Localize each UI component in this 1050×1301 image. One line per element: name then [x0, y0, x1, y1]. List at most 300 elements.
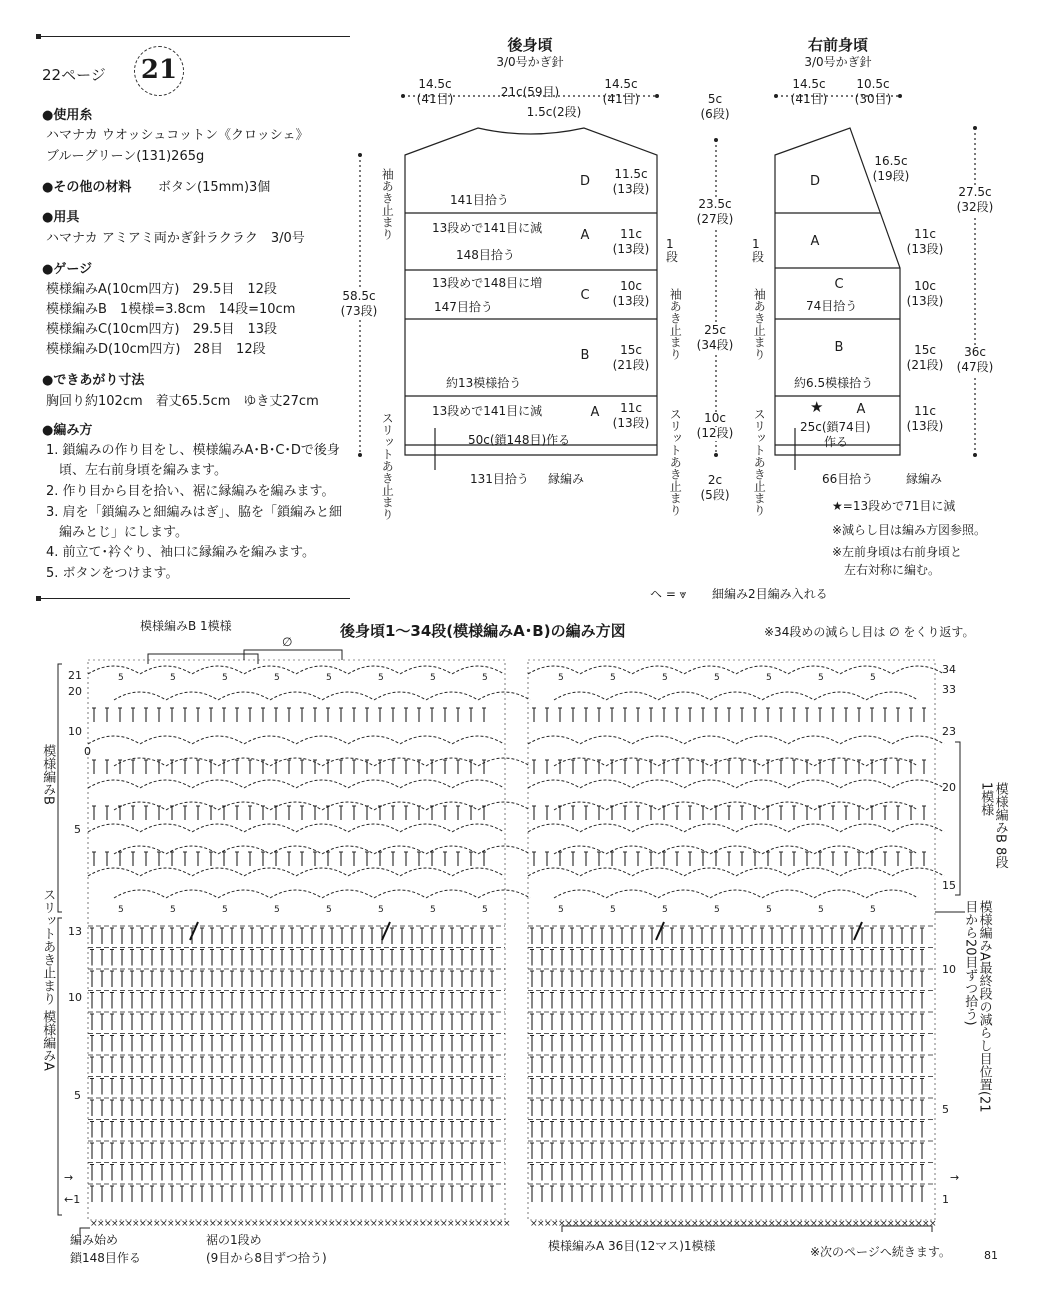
chain-arch — [840, 666, 892, 674]
back-dec-141: 13段めで141目に減 — [432, 221, 543, 235]
chain-count: 5 — [378, 673, 384, 683]
sc-stitch: × — [237, 1219, 245, 1229]
sc-stitch: × — [461, 1219, 469, 1229]
mid-dim: (34段) — [690, 339, 740, 353]
sc-stitch: × — [768, 1219, 776, 1229]
chain-arch — [554, 692, 606, 700]
sc-stitch: × — [789, 1219, 797, 1229]
mid-dim: 25c — [690, 324, 740, 338]
chain-count: 5 — [870, 673, 876, 683]
chain-arch — [140, 868, 192, 876]
back-a2-size: 11c — [620, 401, 642, 415]
chain-arch — [114, 692, 166, 700]
chain-arch — [892, 824, 944, 832]
front-b-rows: (21段) — [906, 358, 944, 372]
chain-arch — [244, 736, 296, 744]
sc-stitch: × — [915, 1219, 923, 1229]
chain-arch — [684, 780, 736, 788]
chain-arch — [374, 890, 426, 898]
front-dim: 14.5c — [792, 77, 826, 91]
sc-stitch: × — [747, 1219, 755, 1229]
back-one-row: 1段 — [666, 237, 679, 265]
gauge-row: 模様編みD(10cm四方) 28目 12段 — [46, 342, 266, 357]
chain-arch — [244, 780, 296, 788]
chain-arch — [580, 736, 632, 744]
size-value: 胸回り約102cm 着丈65.5cm ゆき丈27cm — [46, 394, 319, 409]
chain-arch — [478, 846, 530, 854]
sc-stitch: × — [244, 1219, 252, 1229]
sc-stitch: × — [698, 1219, 706, 1229]
row-arrow: → — [950, 1171, 960, 1184]
chain-arch — [762, 846, 814, 854]
sc-stitch: × — [593, 1219, 601, 1229]
sc-stitch: × — [384, 1219, 392, 1229]
sc-stitch: × — [342, 1219, 350, 1229]
sc-stitch: × — [216, 1219, 224, 1229]
front-dim: 10.5c — [856, 77, 890, 91]
chain-arch — [270, 846, 322, 854]
sc-stitch: × — [537, 1219, 545, 1229]
chain-arch — [658, 846, 710, 854]
chain-arch — [296, 736, 348, 744]
back-pick-148: 148目拾う — [456, 248, 515, 262]
chain-count: 5 — [482, 905, 488, 915]
sc-stitch: × — [621, 1219, 629, 1229]
chain-arch — [244, 824, 296, 832]
chain-arch — [166, 758, 218, 766]
chain-arch — [426, 758, 478, 766]
mid-dim: (6段) — [700, 107, 730, 121]
chain-count: 5 — [430, 905, 436, 915]
sc-stitch: × — [188, 1219, 196, 1229]
sc-stitch: × — [454, 1219, 462, 1229]
page-number: 81 — [984, 1249, 998, 1262]
sc-stitch: × — [908, 1219, 916, 1229]
front-right-dim: 36c — [950, 346, 1000, 360]
gauge-row: 模様編みC(10cm四方) 29.5目 13段 — [46, 322, 278, 337]
yarn-title: ●使用糸 — [42, 108, 93, 123]
decrease-mark — [656, 922, 664, 940]
chain-arch — [528, 666, 580, 674]
row-number-left: 20 — [68, 685, 82, 698]
chain-arch — [166, 890, 218, 898]
sc-stitch: × — [258, 1219, 266, 1229]
chain-arch — [684, 666, 736, 674]
sc-stitch: × — [118, 1219, 126, 1229]
back-total-size: 58.5c — [334, 290, 384, 304]
front-b-size: 15c — [914, 343, 936, 357]
chain-arch — [736, 868, 788, 876]
chain-arch — [114, 758, 166, 766]
chain-arch — [684, 868, 736, 876]
back-total-rows: (73段) — [334, 305, 384, 319]
pattern-number: 21 — [140, 55, 178, 85]
back-dec-141b: 13段めで141目に減 — [432, 404, 543, 418]
chain-count: 5 — [118, 905, 124, 915]
sc-stitch: × — [635, 1219, 643, 1229]
chain-arch — [814, 846, 866, 854]
sc-stitch: × — [314, 1219, 322, 1229]
gauge-row: 模様編みA(10cm四方) 29.5目 12段 — [46, 282, 277, 297]
sc-stitch: × — [307, 1219, 315, 1229]
front-sleeve-stop: 袖あき止まり — [752, 288, 767, 360]
sc-stitch: × — [586, 1219, 594, 1229]
front-note-3: ※左前身頃は右前身頃と — [832, 545, 963, 559]
chain-arch — [788, 666, 840, 674]
sc-stitch: × — [265, 1219, 273, 1229]
chain-arch — [632, 666, 684, 674]
sc-stitch: × — [160, 1219, 168, 1229]
chart-title: 後身頃1〜34段(模様編みA･B)の編み方図 — [340, 622, 626, 640]
mid-dim: 10c — [690, 412, 740, 426]
sc-stitch: × — [922, 1219, 930, 1229]
chart-continued: ※次のページへ続きます。 — [810, 1245, 951, 1259]
chain-arch — [762, 692, 814, 700]
chart-hem-1: 裾の1段め — [206, 1233, 262, 1247]
page-reference: 22ページ — [42, 66, 106, 84]
chain-arch — [892, 736, 944, 744]
front-note-4: 左右対称に編む。 — [832, 563, 941, 577]
chain-count: 5 — [818, 673, 824, 683]
sc-stitch: × — [202, 1219, 210, 1229]
chain-arch — [788, 824, 840, 832]
sc-stitch: × — [489, 1219, 497, 1229]
chain-count: 5 — [662, 673, 668, 683]
chain-arch — [374, 846, 426, 854]
chain-arch — [218, 890, 270, 898]
chain-arch — [322, 846, 374, 854]
sc-stitch: × — [195, 1219, 203, 1229]
sc-stitch: × — [670, 1219, 678, 1229]
back-needle: 3/0号かぎ針 — [496, 55, 564, 69]
chain-arch — [192, 736, 244, 744]
mid-dim: (27段) — [690, 213, 740, 227]
sc-stitch: × — [824, 1219, 832, 1229]
sc-stitch: × — [223, 1219, 231, 1229]
row-number-right: 23 — [942, 725, 956, 738]
front-pick-74: 74目拾う — [806, 299, 858, 313]
chart-note: ※34段めの減らし目は ∅ をくり返す。 — [764, 625, 975, 639]
sc-stitch: × — [230, 1219, 238, 1229]
back-slit-stop-left: スリットあき止まり — [380, 412, 395, 520]
sc-stitch: × — [558, 1219, 566, 1229]
mid-dim: (5段) — [700, 488, 730, 502]
sc-stitch: × — [209, 1219, 217, 1229]
chain-arch — [814, 758, 866, 766]
chain-arch — [426, 890, 478, 898]
sc-stitch: × — [300, 1219, 308, 1229]
method-step: 5. ボタンをつけます。 — [46, 566, 179, 581]
chain-count: 5 — [118, 673, 124, 683]
row-number-left: 5 — [74, 823, 81, 836]
sc-stitch: × — [125, 1219, 133, 1229]
chain-arch — [478, 692, 530, 700]
back-section-b: B — [580, 348, 590, 363]
sc-stitch: × — [503, 1219, 511, 1229]
chain-arch — [88, 780, 140, 788]
chain-arch — [218, 846, 270, 854]
sc-stitch: × — [775, 1219, 783, 1229]
chain-arch — [426, 846, 478, 854]
sc-stitch: × — [370, 1219, 378, 1229]
sc-stitch: × — [544, 1219, 552, 1229]
back-b-rows: (21段) — [612, 358, 650, 372]
chain-arch — [866, 758, 918, 766]
back-section-c: C — [580, 288, 590, 303]
mid-dim: 2c — [707, 473, 723, 487]
back-pick-141: 141目拾う — [450, 193, 509, 207]
gauge-row: 模様編みB 1模様=3.8cm 14段=10cm — [46, 302, 296, 317]
method-step: 4. 前立て･衿ぐり、袖口に縁編みを編みます。 — [46, 545, 315, 560]
back-b-size: 15c — [620, 343, 642, 357]
chain-arch — [452, 666, 504, 674]
other-materials-title: ●その他の材料 — [42, 180, 132, 195]
chain-arch — [840, 868, 892, 876]
front-right-dim: (32段) — [950, 201, 1000, 215]
left-label-slit: スリットあき止まり — [40, 888, 56, 1005]
tools-value: ハマナカ アミアミ両かぎ針ラクラク 3/0号 — [46, 231, 305, 246]
chain-arch — [866, 692, 918, 700]
chain-arch — [348, 780, 400, 788]
row-number-right: 15 — [942, 879, 956, 892]
row-number-left: 13 — [68, 925, 82, 938]
gauge-title: ●ゲージ — [42, 262, 93, 277]
sc-stitch: × — [286, 1219, 294, 1229]
left-label-pattern-b: 模様編みB — [40, 744, 56, 805]
chain-arch — [528, 824, 580, 832]
chain-arch — [478, 758, 530, 766]
row-number-left: 5 — [74, 1089, 81, 1102]
chain-arch — [140, 666, 192, 674]
chain-arch — [166, 692, 218, 700]
chain-count: 5 — [170, 905, 176, 915]
method-step: 2. 作り目から目を拾い、裾に縁編みを編みます。 — [46, 484, 335, 499]
mid-dim: (12段) — [690, 427, 740, 441]
sc-stitch: × — [482, 1219, 490, 1229]
chain-arch — [452, 824, 504, 832]
sc-stitch: × — [628, 1219, 636, 1229]
front-needle: 3/0号かぎ針 — [804, 55, 872, 69]
row-number-left: 10 — [68, 725, 82, 738]
chart-start-2: 鎖148目作る — [70, 1251, 141, 1265]
chain-arch — [606, 846, 658, 854]
chain-arch — [528, 736, 580, 744]
sc-stitch: × — [901, 1219, 909, 1229]
method-step: 1. 鎖編みの作り目をし、模様編みA･B･C･Dで後身 — [46, 443, 340, 458]
sc-stitch: × — [642, 1219, 650, 1229]
sc-stitch: × — [356, 1219, 364, 1229]
back-dim: 21c(59目) — [500, 85, 560, 99]
right-label-pattern-b: 模様編みB 8段1模様 — [978, 782, 1008, 869]
tools-title: ●用具 — [42, 210, 80, 225]
front-section-d: D — [809, 174, 820, 189]
chain-arch — [166, 846, 218, 854]
right-label-pattern-a: 模様編みA最終段の減らし目位置(21目から20目ずつ拾う) — [962, 900, 992, 1113]
sc-stitch: × — [677, 1219, 685, 1229]
decrease-mark — [382, 922, 390, 940]
chain-arch — [710, 890, 762, 898]
chain-arch — [788, 736, 840, 744]
chain-arch — [88, 868, 140, 876]
front-section-a: A — [810, 234, 820, 249]
chain-arch — [554, 758, 606, 766]
back-a2-rows: (13段) — [612, 416, 650, 430]
back-chain: 50c(鎖148目)作る — [468, 433, 571, 447]
chain-arch — [892, 868, 944, 876]
sc-stitch: × — [146, 1219, 154, 1229]
sc-stitch: × — [929, 1219, 937, 1229]
sc-stitch: × — [705, 1219, 713, 1229]
chain-arch — [580, 666, 632, 674]
phi-symbol: ∅ — [282, 635, 293, 649]
chain-arch — [452, 868, 504, 876]
front-section-c: C — [834, 277, 844, 292]
sc-stitch: × — [377, 1219, 385, 1229]
chain-arch — [554, 890, 606, 898]
chain-arch — [892, 780, 944, 788]
chain-arch — [296, 666, 348, 674]
chain-arch — [348, 824, 400, 832]
sc-stitch: × — [817, 1219, 825, 1229]
back-dim: 14.5c — [418, 77, 452, 91]
chain-arch — [762, 890, 814, 898]
chain-count: 5 — [610, 673, 616, 683]
chain-arch — [322, 890, 374, 898]
front-a2-rows: (13段) — [906, 419, 944, 433]
sc-stitch: × — [419, 1219, 427, 1229]
chart-hem-2: (9目から8目ずつ拾う) — [206, 1251, 327, 1265]
chain-arch — [632, 868, 684, 876]
chain-count: 5 — [818, 905, 824, 915]
sc-stitch: × — [607, 1219, 615, 1229]
sc-stitch: × — [363, 1219, 371, 1229]
sc-stitch: × — [321, 1219, 329, 1229]
front-chain-make: 作る — [824, 435, 849, 449]
chain-count: 5 — [170, 673, 176, 683]
row-arrow: → — [64, 1171, 74, 1184]
legend-symbol: ヘ = ⩔ — [650, 587, 687, 601]
sc-stitch: × — [691, 1219, 699, 1229]
sc-stitch: × — [796, 1219, 804, 1229]
chain-count: 5 — [326, 673, 332, 683]
chain-arch — [710, 692, 762, 700]
left-bracket-a — [58, 918, 62, 1215]
chain-arch — [478, 890, 530, 898]
chain-count: 5 — [714, 673, 720, 683]
left-bracket-b — [58, 664, 62, 912]
chain-count: 5 — [274, 673, 280, 683]
chain-arch — [452, 736, 504, 744]
sc-stitch: × — [803, 1219, 811, 1229]
chain-arch — [840, 824, 892, 832]
row-arrow: ←1 — [64, 1193, 81, 1206]
back-sleeve-stop-right: 袖あき止まり — [668, 288, 683, 360]
chain-arch — [296, 780, 348, 788]
sc-stitch: × — [565, 1219, 573, 1229]
chain-arch — [710, 758, 762, 766]
sc-stitch: × — [740, 1219, 748, 1229]
back-inc-148: 13段めで148目に増 — [432, 276, 543, 290]
chain-arch — [606, 692, 658, 700]
chain-arch — [140, 736, 192, 744]
sc-stitch: × — [614, 1219, 622, 1229]
chain-arch — [114, 890, 166, 898]
chain-arch — [348, 868, 400, 876]
sc-stitch: × — [335, 1219, 343, 1229]
sc-stitch: × — [328, 1219, 336, 1229]
back-section-d: D — [579, 174, 590, 189]
chain-arch — [400, 824, 452, 832]
sc-stitch: × — [433, 1219, 441, 1229]
chain-arch — [140, 780, 192, 788]
chain-arch — [840, 736, 892, 744]
sc-stitch: × — [572, 1219, 580, 1229]
sc-stitch: × — [530, 1219, 538, 1229]
chain-arch — [296, 824, 348, 832]
back-section-a2: A — [590, 405, 600, 420]
front-c-rows: (13段) — [906, 294, 944, 308]
sc-stitch: × — [845, 1219, 853, 1229]
chain-arch — [296, 868, 348, 876]
chain-arch — [88, 666, 140, 674]
sc-stitch: × — [733, 1219, 741, 1229]
chain-arch — [140, 824, 192, 832]
chain-arch — [374, 758, 426, 766]
sc-stitch: × — [754, 1219, 762, 1229]
chain-arch — [892, 666, 944, 674]
right-bracket-b — [955, 742, 960, 895]
chain-arch — [192, 780, 244, 788]
yarn-line-1: ハマナカ ウオッシュコットン《クロッシェ》 — [46, 128, 309, 143]
back-d-size: 11.5c — [614, 167, 648, 181]
chain-arch — [192, 666, 244, 674]
sc-stitch: × — [838, 1219, 846, 1229]
chain-count: 5 — [482, 673, 488, 683]
chain-arch — [736, 824, 788, 832]
front-right-dim: 27.5c — [950, 186, 1000, 200]
front-c-size: 10c — [914, 279, 936, 293]
sc-stitch: × — [894, 1219, 902, 1229]
sc-stitch: × — [496, 1219, 504, 1229]
method-title: ●編み方 — [42, 423, 93, 438]
chain-arch — [814, 890, 866, 898]
sc-stitch: × — [279, 1219, 287, 1229]
sc-stitch: × — [859, 1219, 867, 1229]
back-pick-147: 147目拾う — [434, 300, 493, 314]
front-neck-size: 16.5c — [874, 154, 908, 168]
row-number-left: 0 — [84, 745, 91, 758]
sc-stitch: × — [272, 1219, 280, 1229]
front-section-b: B — [834, 340, 844, 355]
sc-stitch: × — [852, 1219, 860, 1229]
left-label-pattern-a: 模様編みA — [40, 1010, 56, 1071]
sc-stitch: × — [782, 1219, 790, 1229]
chain-arch — [606, 758, 658, 766]
sc-stitch: × — [391, 1219, 399, 1229]
sc-stitch: × — [447, 1219, 455, 1229]
method-step: 3. 肩を「鎖編みと細編みはぎ」、脇を「鎖編みと細 — [46, 505, 343, 520]
other-materials-value: ボタン(15mm)3個 — [158, 180, 271, 195]
chart-a-repeat: 模様編みA 36目(12マス)1模様 — [548, 1239, 716, 1253]
front-section-a2: A — [856, 402, 866, 417]
back-pick-13: 約13模様拾う — [446, 376, 522, 390]
decrease-mark — [190, 922, 198, 940]
back-c-rows: (13段) — [612, 294, 650, 308]
method-step: 編みとじ」にします。 — [46, 525, 188, 540]
chain-arch — [788, 780, 840, 788]
chain-arch — [840, 780, 892, 788]
chain-arch — [814, 692, 866, 700]
